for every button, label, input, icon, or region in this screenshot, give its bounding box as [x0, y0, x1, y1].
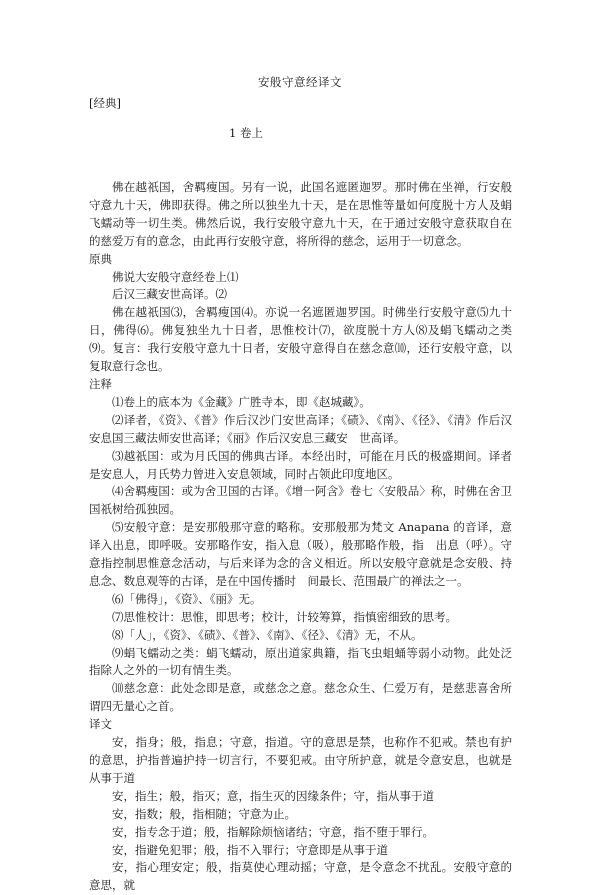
section-heading: 译文 — [89, 717, 112, 732]
paragraph: ⑶越祇国：或为月氏国的佛典古译。本经出时，可能在月氏的极盛期间。译者是安息人，月氏势力曾进入安息领域，同时占领此印度地区。 — [89, 448, 512, 481]
paragraph: ⑼蜎飞蠕动之类：蜎飞蠕动，原出道家典籍，指飞虫蛆蛹等弱小动物。此处泛指除人之外的一切有情生类。 — [89, 645, 512, 678]
paragraph: 后汉三藏安世高译。⑵ — [112, 287, 227, 302]
paragraph: 佛说大安般守意经卷上⑴ — [112, 269, 239, 284]
paragraph: ⑽慈念意：此处念即是意，或慈念之意。慈念众生、仁爱万有，是慈悲喜舍所谓四无量心之首。 — [89, 681, 512, 714]
paragraph: ⑸安般守意：是安那般那守意的略称。安那般那为梵文 Anapana 的音译，意译入出息，即呼吸。安那略作安，指入息（吸），般那略作般，指 出息（呼）。守意指控制思惟意念活动，与后来译为念的含义相近。所以安般守意就是念安般、持息念、数息观等的古译，是在中国传播时 间最长、范围最广的禅法之一。 — [89, 520, 512, 588]
section-tag: [经典] — [89, 96, 121, 110]
paragraph: 安，指避免犯罪；般，指不入罪行；守意即是从事于道 — [112, 842, 388, 857]
paragraph: 安，指数；般，指相随；守意为止。 — [112, 806, 296, 821]
paragraph: ⑵译者，《资》、《普》作后汉沙门安世高译；《碛》、《南》、《径》、《清》作后汉安息国三藏法师安世高译；《丽》作后汉安息三藏安 世高译。 — [89, 412, 512, 445]
paragraph: ⑻「人」，《资》、《碛》、《普》、《南》、《径》、《清》无，不从。 — [112, 627, 423, 642]
paragraph: ⑷舍羁瘦国：或为舍卫国的古译。《增一阿含》卷七〈安般品〉称，时佛在舍卫国祇树给孤独园。 — [89, 484, 512, 517]
paragraph: 安，指生；般，指灭；意，指生灭的因缘条件；守，指从事于道 — [112, 788, 434, 803]
volume-heading: 1 卷上 — [229, 126, 263, 140]
section-heading: 原典 — [89, 251, 112, 266]
paragraph: 安，指心理安定；般，指莫使心理动摇；守意，是令意念不扰乱。安般守意的意思，就 — [89, 860, 512, 893]
paragraph: 安，指专念于道；般，指解除烦恼诸结；守意，指不堕于罪行。 — [112, 824, 434, 839]
section-heading: 注释 — [89, 376, 112, 391]
paragraph: ⑺思惟校计：思惟，即思考；校计，计较筹算，指慎密细致的思考。 — [112, 609, 457, 624]
paragraph: 佛在越祇国⑶，舍羁瘦国⑷。亦说一名遮匿迦罗国。时佛坐行安般守意⑸九十日，佛得⑹。佛复独坐九十日者，思惟校计⑺，欲度脱十方人⑻及蜎飞蠕动之类⑼。复言：我行安般守意九十日者，安般守意得自在慈念意⑽，还行安般守意，以复取意行念也。 — [89, 305, 512, 374]
document-body — [89, 179, 512, 895]
paragraph: ⑹「佛得」，《资》、《丽》无。 — [112, 591, 262, 606]
paragraph: 佛在越祇国，舍羁瘦国。另有一说，此国名遮匿迦罗。那时佛在坐禅，行安般守意九十天，佛即获得。佛之所以独坐九十天，是在思惟等量如何度脱十方人及蜎飞蠕动等一切生类。佛然后说，我行安般守意九十天，在于通过安般守意获取自在的慈爱万有的意念，由此再行安般守意，将所得的慈念，运用于一切意念。 — [89, 180, 512, 248]
paragraph: ⑴卷上的底本为《金藏》广胜寺本，即《赵城藏》。 — [112, 394, 371, 409]
paragraph: 安，指身；般，指息；守意，指道。守的意思是禁，也称作不犯戒。禁也有护的意思，护指普遍护持一切言行，不要犯戒。由守所护意，就是令意安息，也就是从事于道 — [89, 735, 512, 785]
document-title: 安般守意经译文 — [258, 75, 342, 89]
